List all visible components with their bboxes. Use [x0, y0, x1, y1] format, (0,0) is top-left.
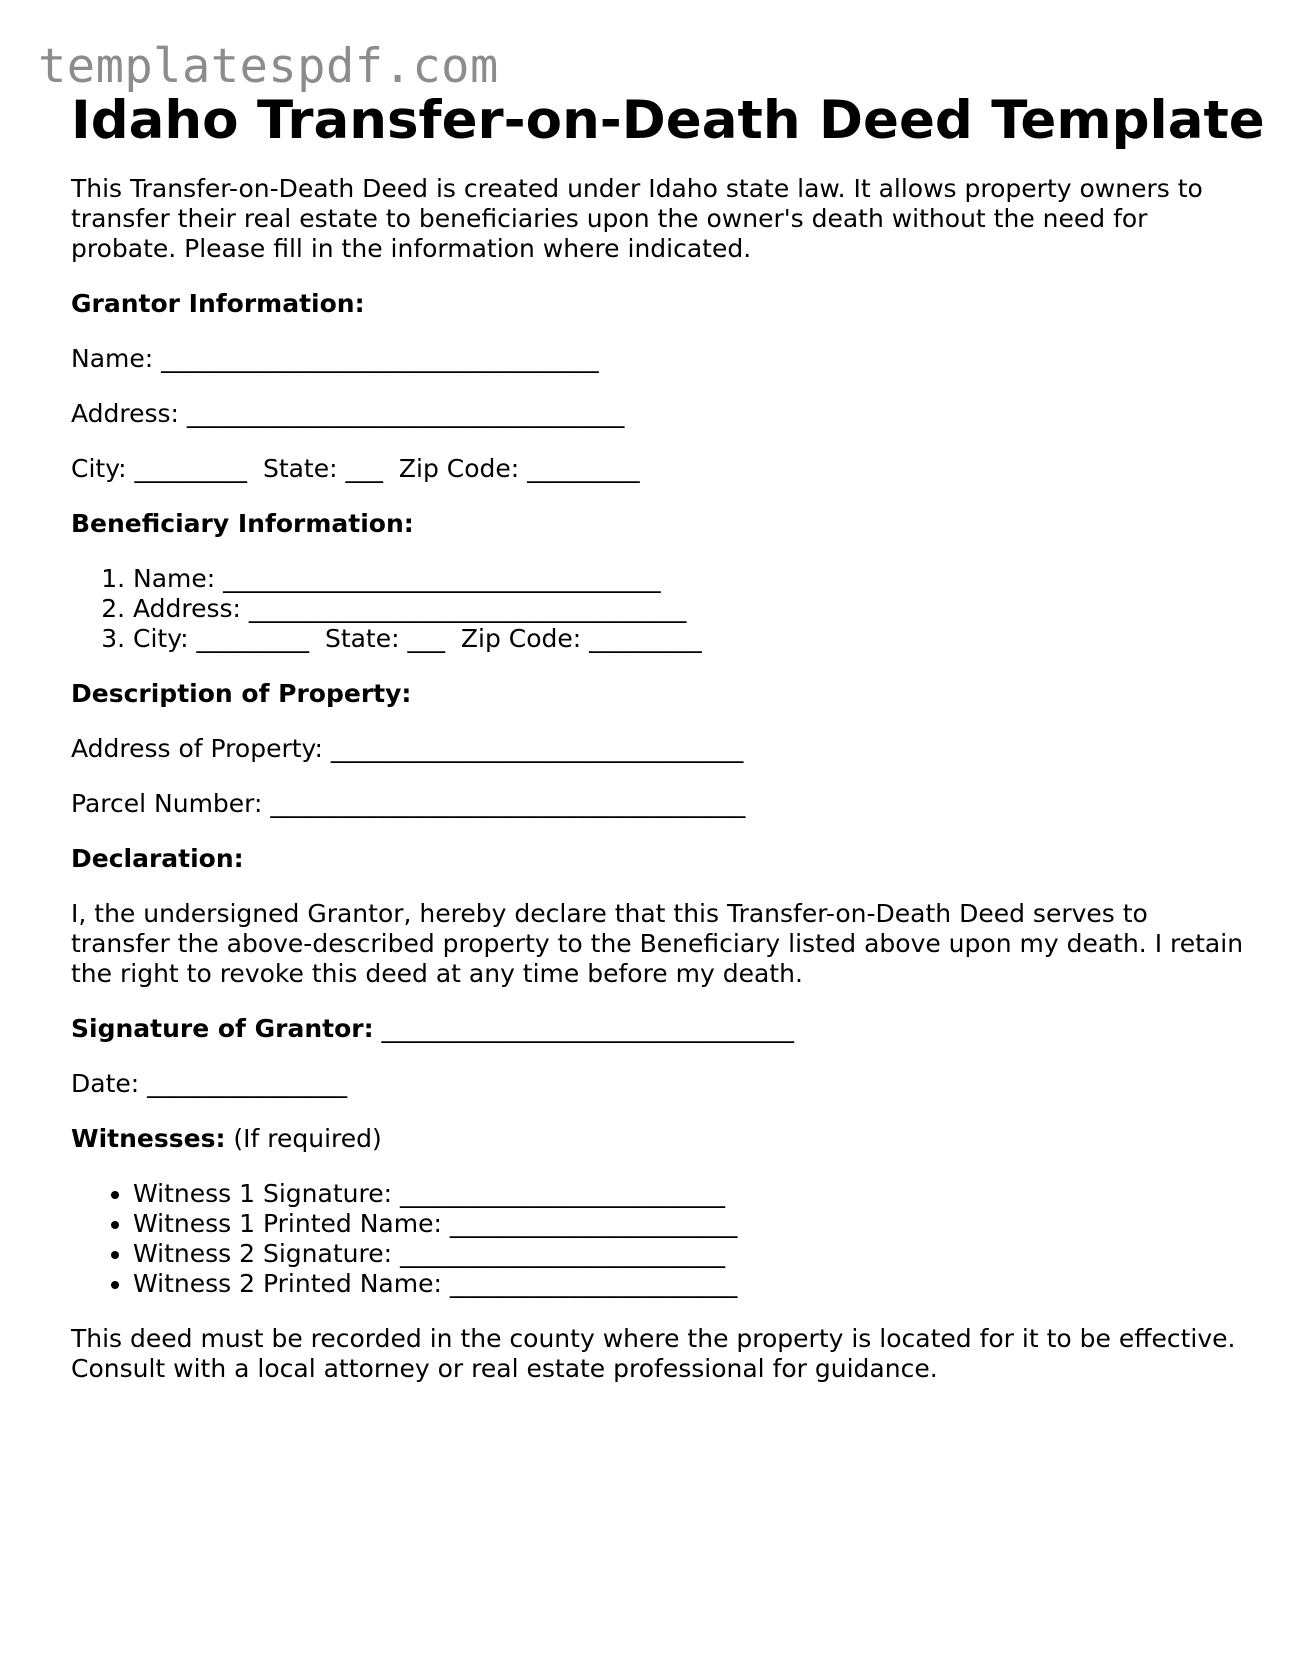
witness-1-printed-name-field: • Witness 1 Printed Name: _______________________	[133, 1209, 1251, 1239]
witness-1-signature-field: • Witness 1 Signature: __________________________	[133, 1179, 1251, 1209]
watermark-text: templatespdf.com	[38, 39, 499, 94]
witnesses-label: Witnesses:	[71, 1124, 226, 1153]
beneficiary-address-field: 2. Address: ___________________________________	[133, 594, 1251, 624]
declaration-heading: Declaration:	[71, 844, 244, 873]
grantor-city-state-zip-field: City: _________ State: ___ Zip Code: _________	[71, 454, 640, 483]
grantor-signature-blank: _________________________________	[373, 1014, 795, 1043]
grantor-signature-label: Signature of Grantor:	[71, 1014, 374, 1043]
grantor-heading: Grantor Information:	[71, 289, 365, 318]
grantor-name-field: Name: ___________________________________	[71, 344, 599, 373]
grantor-signature-line	[71, 1014, 1251, 1044]
parcel-number-field: Parcel Number: ______________________________________	[71, 789, 746, 818]
document-title: Idaho Transfer-on-Death Deed Template	[71, 90, 1265, 151]
declaration-paragraph: I, the undersigned Grantor, hereby declare that this Transfer-on-Death Deed serves to transfer the above-described property to the Beneficiary listed above upon my death. I retain the right to revoke this deed at any time before my death.	[71, 899, 1244, 988]
beneficiary-city-state-zip-field: 3. City: _________ State: ___ Zip Code: _________	[133, 624, 1251, 654]
intro-paragraph: This Transfer-on-Death Deed is created under Idaho state law. It allows property owners to transfer their real estate to beneficiaries upon the owner's death without the need for probate. Please fill in the information where indicated.	[71, 174, 1203, 263]
property-address-field: Address of Property: _________________________________	[71, 734, 744, 763]
witnesses-note: (If required)	[225, 1124, 382, 1153]
grantor-address-field: Address: ___________________________________	[71, 399, 625, 428]
witness-list	[71, 1179, 1251, 1299]
property-heading: Description of Property:	[71, 679, 412, 708]
beneficiary-list	[71, 564, 1251, 654]
closing-paragraph: This deed must be recorded in the county where the property is located for it to be effective. Consult with a local attorney or real estate professional for guidance.	[71, 1324, 1236, 1383]
document-body	[71, 88, 1265, 1384]
beneficiary-name-field: 1. Name: ___________________________________	[133, 564, 1251, 594]
witness-2-signature-field: • Witness 2 Signature: __________________________	[133, 1239, 1251, 1269]
witnesses-heading	[71, 1124, 1251, 1154]
witness-2-printed-name-field: • Witness 2 Printed Name: _______________________	[133, 1269, 1251, 1299]
beneficiary-heading: Beneficiary Information:	[71, 509, 414, 538]
date-field: Date: ________________	[71, 1069, 348, 1098]
